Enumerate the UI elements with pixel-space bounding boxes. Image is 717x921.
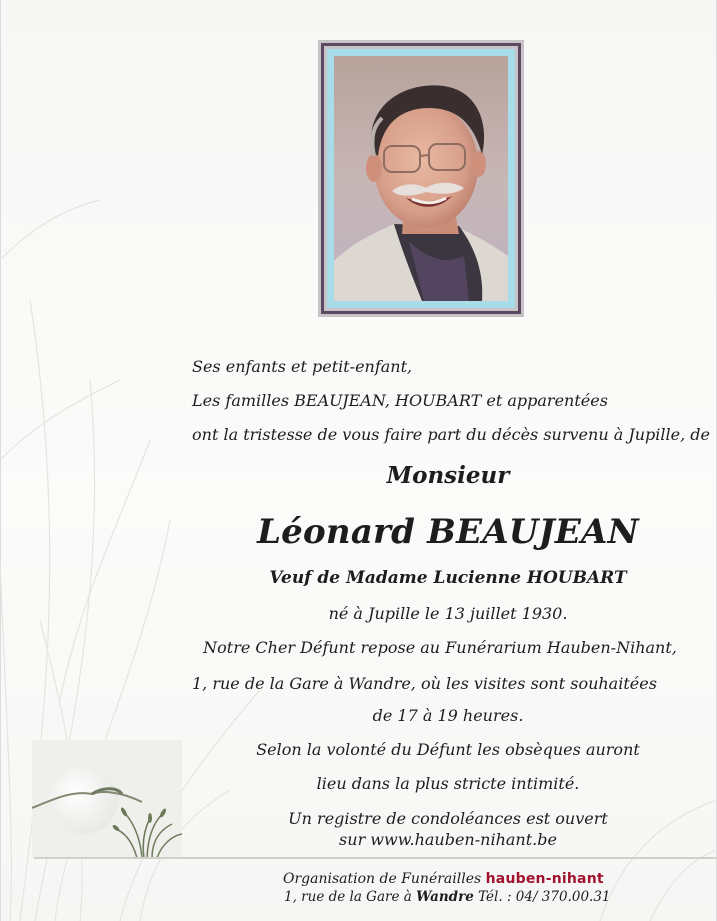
wish-line-1: Selon la volonté du Défunt les obsèques auront [256, 740, 640, 759]
footer-phone: Tél. : 04/ 370.00.31 [478, 889, 611, 905]
bird-icon [32, 740, 182, 858]
brand-logo: hauben-nihant [485, 871, 604, 887]
deceased-title: Monsieur [386, 462, 510, 489]
intro-line-2: Les familles BEAUJEAN, HOUBART et apparentées [192, 391, 608, 410]
register-link[interactable]: sur www.hauben-nihant.be [339, 830, 557, 849]
birth-line: né à Jupille le 13 juillet 1930. [328, 604, 568, 623]
rest-line: Notre Cher Défunt repose au Funérarium Hauben-Nihant, [203, 638, 677, 657]
bottom-rule [34, 857, 717, 859]
intro-line-1: Ses enfants et petit-enfant, [192, 357, 413, 376]
wish-line-2: lieu dans la plus stricte intimité. [316, 774, 580, 793]
address-line: 1, rue de la Gare à Wandre, où les visites sont souhaitées [192, 674, 657, 693]
deceased-name: Léonard BEAUJEAN [257, 512, 639, 552]
portrait-frame [318, 40, 524, 317]
portrait-photo [334, 56, 508, 301]
footer-address-town: Wandre [416, 889, 474, 905]
footer-address-prefix: 1, rue de la Gare à [284, 889, 412, 905]
register-line-1: Un registre de condoléances est ouvert [288, 809, 608, 828]
widow-of: Veuf de Madame Lucienne HOUBART [269, 568, 627, 588]
footer-organisation [283, 871, 604, 887]
intro-line-3: ont la tristesse de vous faire part du décès survenu à Jupille, de [192, 425, 710, 444]
footer-address [284, 889, 611, 905]
portrait-photo-icon [334, 56, 508, 301]
hours-line: de 17 à 19 heures. [372, 706, 524, 725]
footer-org-prefix: Organisation de Funérailles [283, 871, 482, 887]
